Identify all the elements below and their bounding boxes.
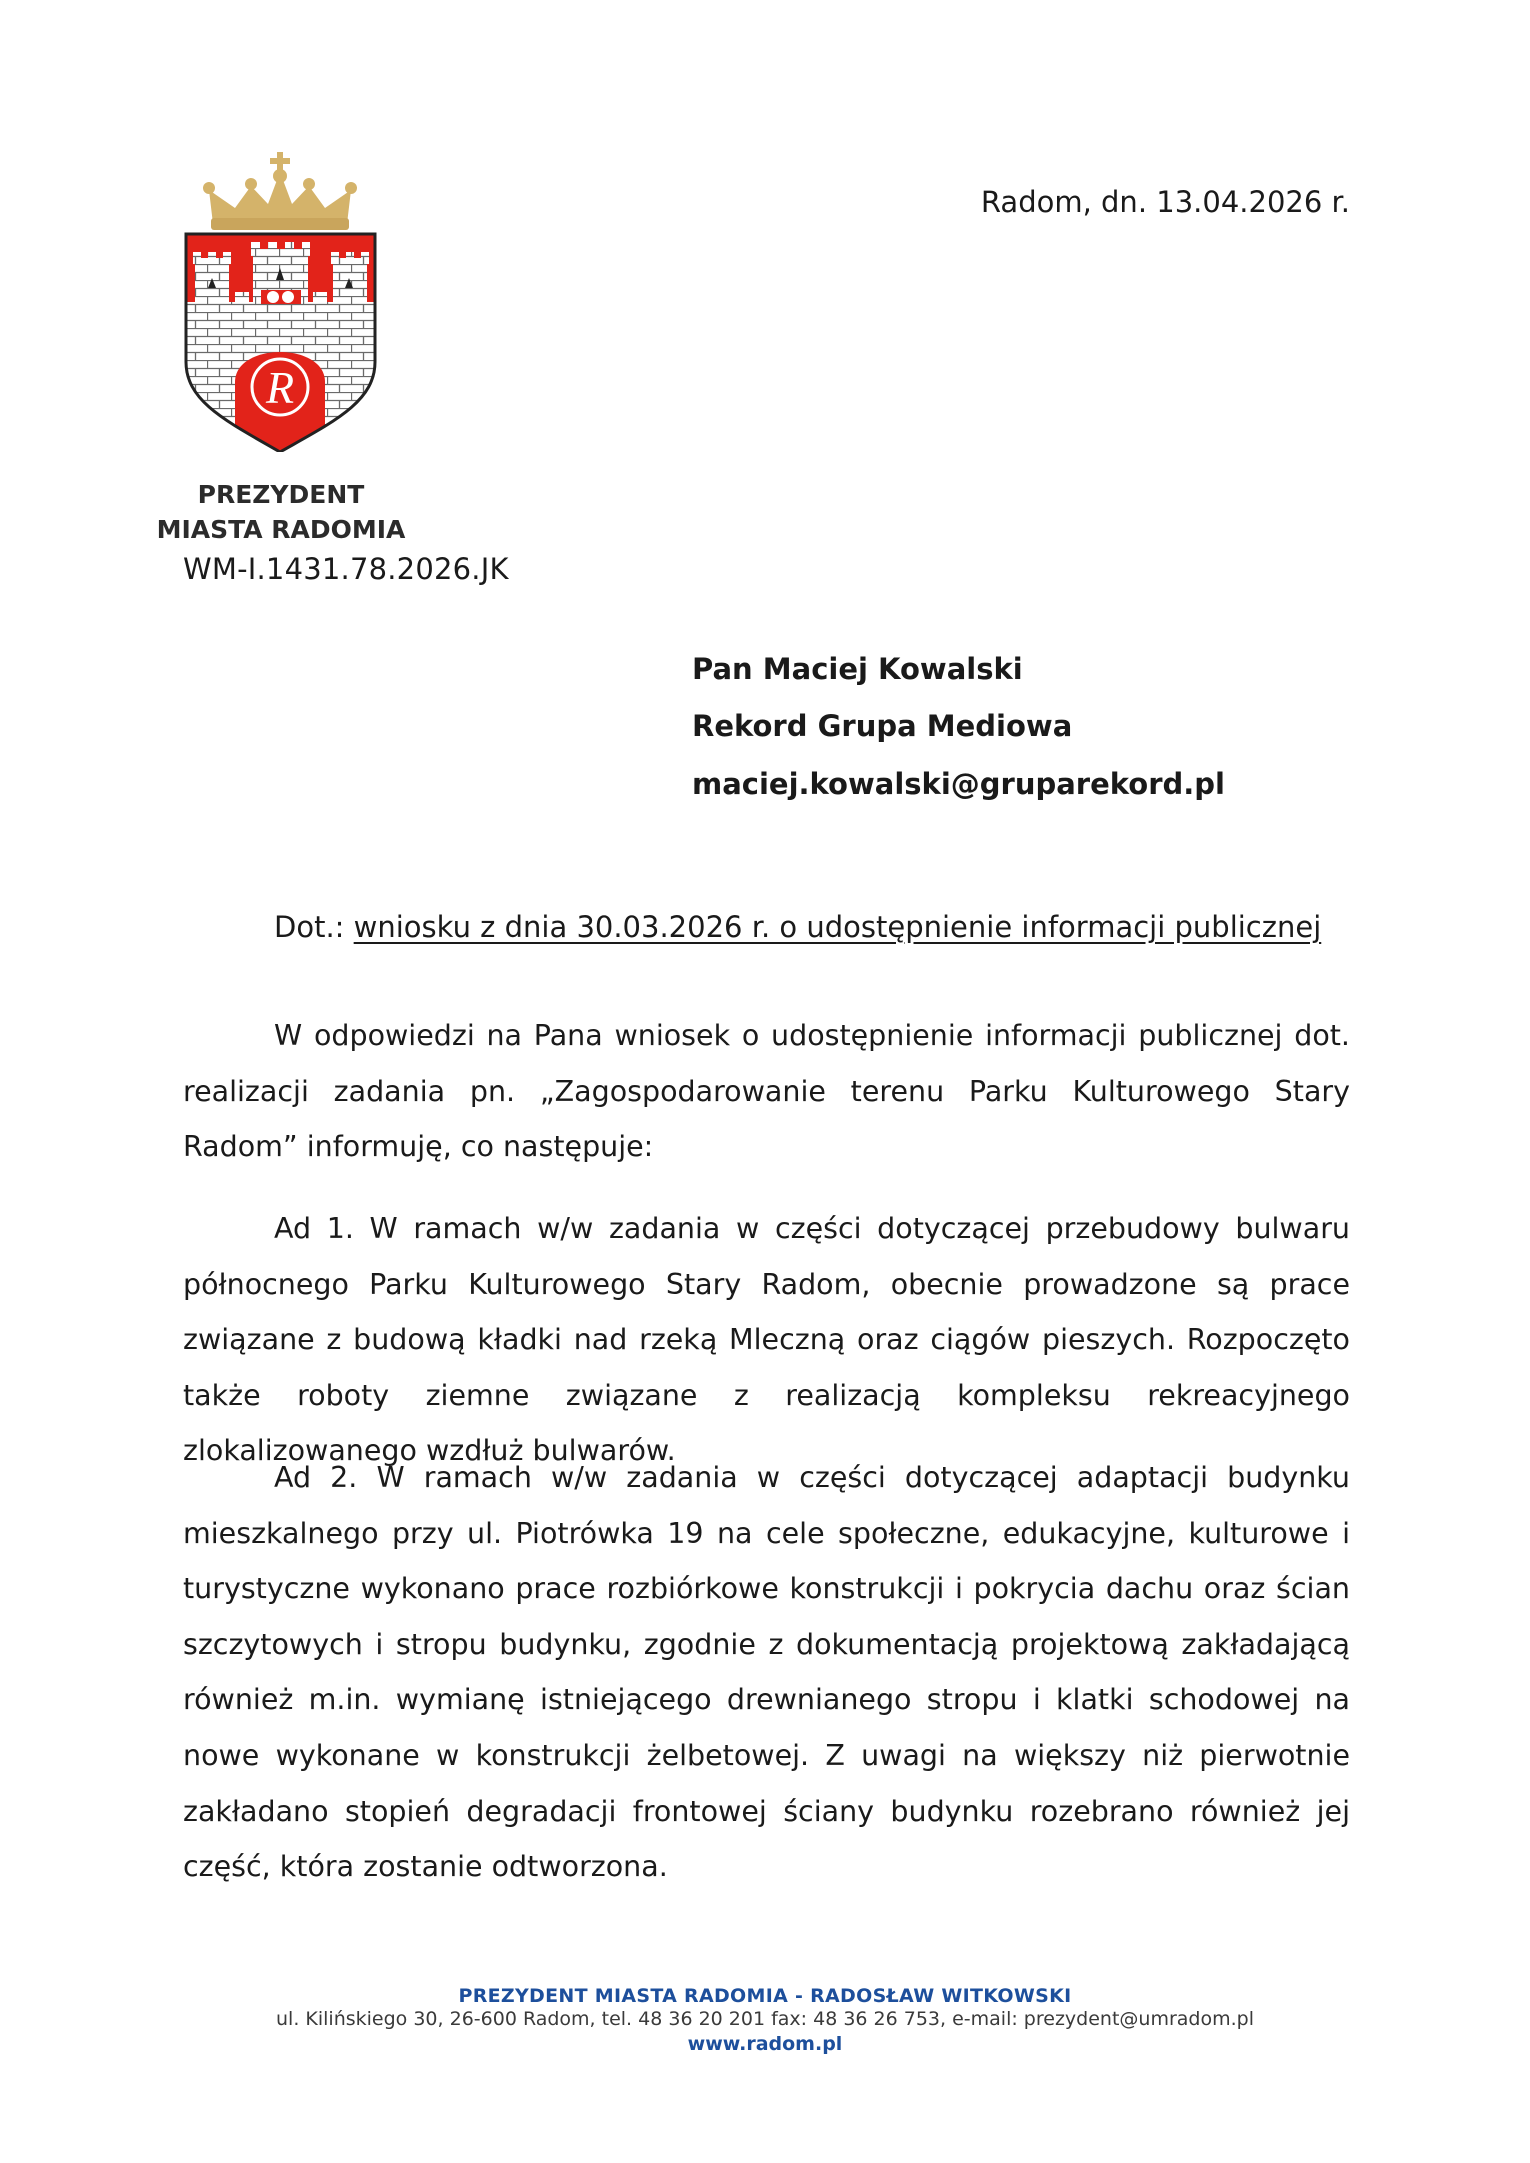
reference-number: WM-I.1431.78.2026.JK xyxy=(183,552,509,586)
addressee-email: maciej.kowalski@gruparekord.pl xyxy=(692,767,1225,801)
footer-contact: ul. Kilińskiego 30, 26-600 Radom, tel. 48 36 20 201 fax: 48 36 26 753, e-mail: prezydent@umradom.pl xyxy=(276,2008,1254,2030)
addressee-name: Pan Maciej Kowalski xyxy=(692,652,1023,686)
org-name-line-2: MIASTA RADOMIA xyxy=(156,515,406,544)
body-paragraph-ad2: Ad 2. W ramach w/w zadania w części dotyczącej adaptacji budynku mieszkalnego przy ul. Piotrówka 19 na cele społeczne, edukacyjne, kulturowe i turystyczne wykonano prace rozbiórkowe konstrukcji i pokrycia dachu oraz ścian szczytowych i stropu budynku, zgodnie z dokumentacją projektową zakładającą również m.in. wymianę istniejącego drewnianego stropu i klatki schodowej na nowe wykonane w konstrukcji żelbetowej. Z uwagi na większy niż pierwotnie zakładano stopień degradacji frontowej ściany budynku rozebrano również jej część, która zostanie odtworzona. xyxy=(183,1461,1350,1884)
body-paragraph-ad1: Ad 1. W ramach w/w zadania w części dotyczącej przebudowy bulwaru północnego Parku Kulturowego Stary Radom, obecnie prowadzone są prace związane z budową kładki nad rzeką Mleczną oraz ciągów pieszych. Rozpoczęto także roboty ziemne związane z realizacją kompleksu rekreacyjnego zlokalizowanego wzdłuż bulwarów. xyxy=(183,1212,1350,1468)
crown-icon xyxy=(203,152,357,230)
org-name-line-1: PREZYDENT xyxy=(197,480,365,509)
radom-coat-of-arms-logo xyxy=(183,152,378,452)
subject-text: wniosku z dnia 30.03.2026 r. o udostępnienie informacji publicznej xyxy=(353,910,1322,944)
footer-website-link[interactable]: www.radom.pl xyxy=(687,2033,843,2055)
subject-line xyxy=(274,910,1321,944)
footer-title: PREZYDENT MIASTA RADOMIA - RADOSŁAW WITKOWSKI xyxy=(458,1985,1072,2007)
body-paragraph-intro: W odpowiedzi na Pana wniosek o udostępnienie informacji publicznej dot. realizacji zadania pn. „Zagospodarowanie terenu Parku Kulturowego Stary Radom” informuję, co następuje: xyxy=(183,1019,1350,1164)
letter-date: Radom, dn. 13.04.2026 r. xyxy=(980,185,1350,219)
crest-letter: R xyxy=(265,362,295,413)
addressee-organization: Rekord Grupa Mediowa xyxy=(692,709,1073,743)
subject-prefix: Dot.: xyxy=(274,910,345,944)
